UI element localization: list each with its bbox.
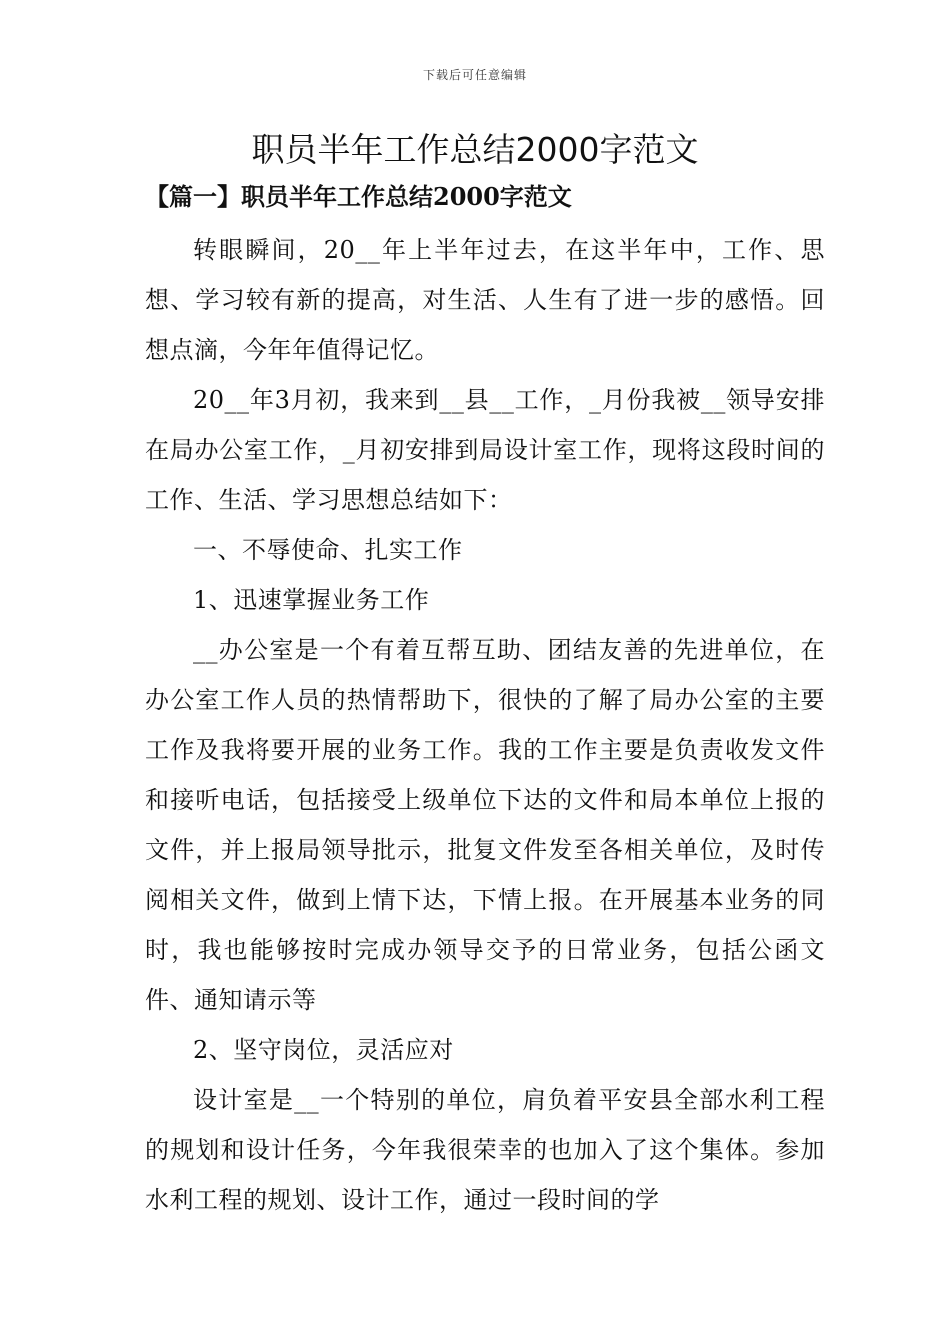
document-body (145, 225, 825, 1225)
subheading: 1、迅速掌握业务工作 (193, 586, 430, 614)
paragraph: 设计室是__一个特别的单位，肩负着平安县全部水利工程的规划和设计任务，今年我很荣幸的也加入了这个集体。参加水利工程的规划、设计工作，通过一段时间的学 (145, 1086, 825, 1214)
paragraph: 转眼瞬间，20__年上半年过去，在这半年中，工作、思想、学习较有新的提高，对生活、人生有了进一步的感悟。回想点滴，今年年值得记忆。 (145, 236, 825, 364)
document-title: 职员半年工作总结2000字范文 (251, 130, 699, 169)
paragraph: __办公室是一个有着互帮互助、团结友善的先进单位，在办公室工作人员的热情帮助下，很快的了解了局办公室的主要工作及我将要开展的业务工作。我的工作主要是负责收发文件和接听电话，包括接受上级单位下达的文件和局本单位上报的文件，并上报局领导批示，批复文件发至各相关单位，及时传阅相关文件，做到上情下达，下情上报。在开展基本业务的同时，我也能够按时完成办领导交予的日常业务，包括公函文件、通知请示等 (145, 636, 825, 1014)
paragraph: 20__年3月初，我来到__县__工作，_月份我被__领导安排在局办公室工作，_月初安排到局设计室工作，现将这段时间的工作、生活、学习思想总结如下： (145, 386, 825, 514)
header-note: 下载后可任意编辑 (422, 68, 527, 82)
subheading: 2、坚守岗位，灵活应对 (193, 1036, 454, 1064)
section-heading: 【篇一】职员半年工作总结2000字范文 (145, 182, 572, 211)
subheading: 一、不辱使命、扎实工作 (193, 536, 463, 564)
